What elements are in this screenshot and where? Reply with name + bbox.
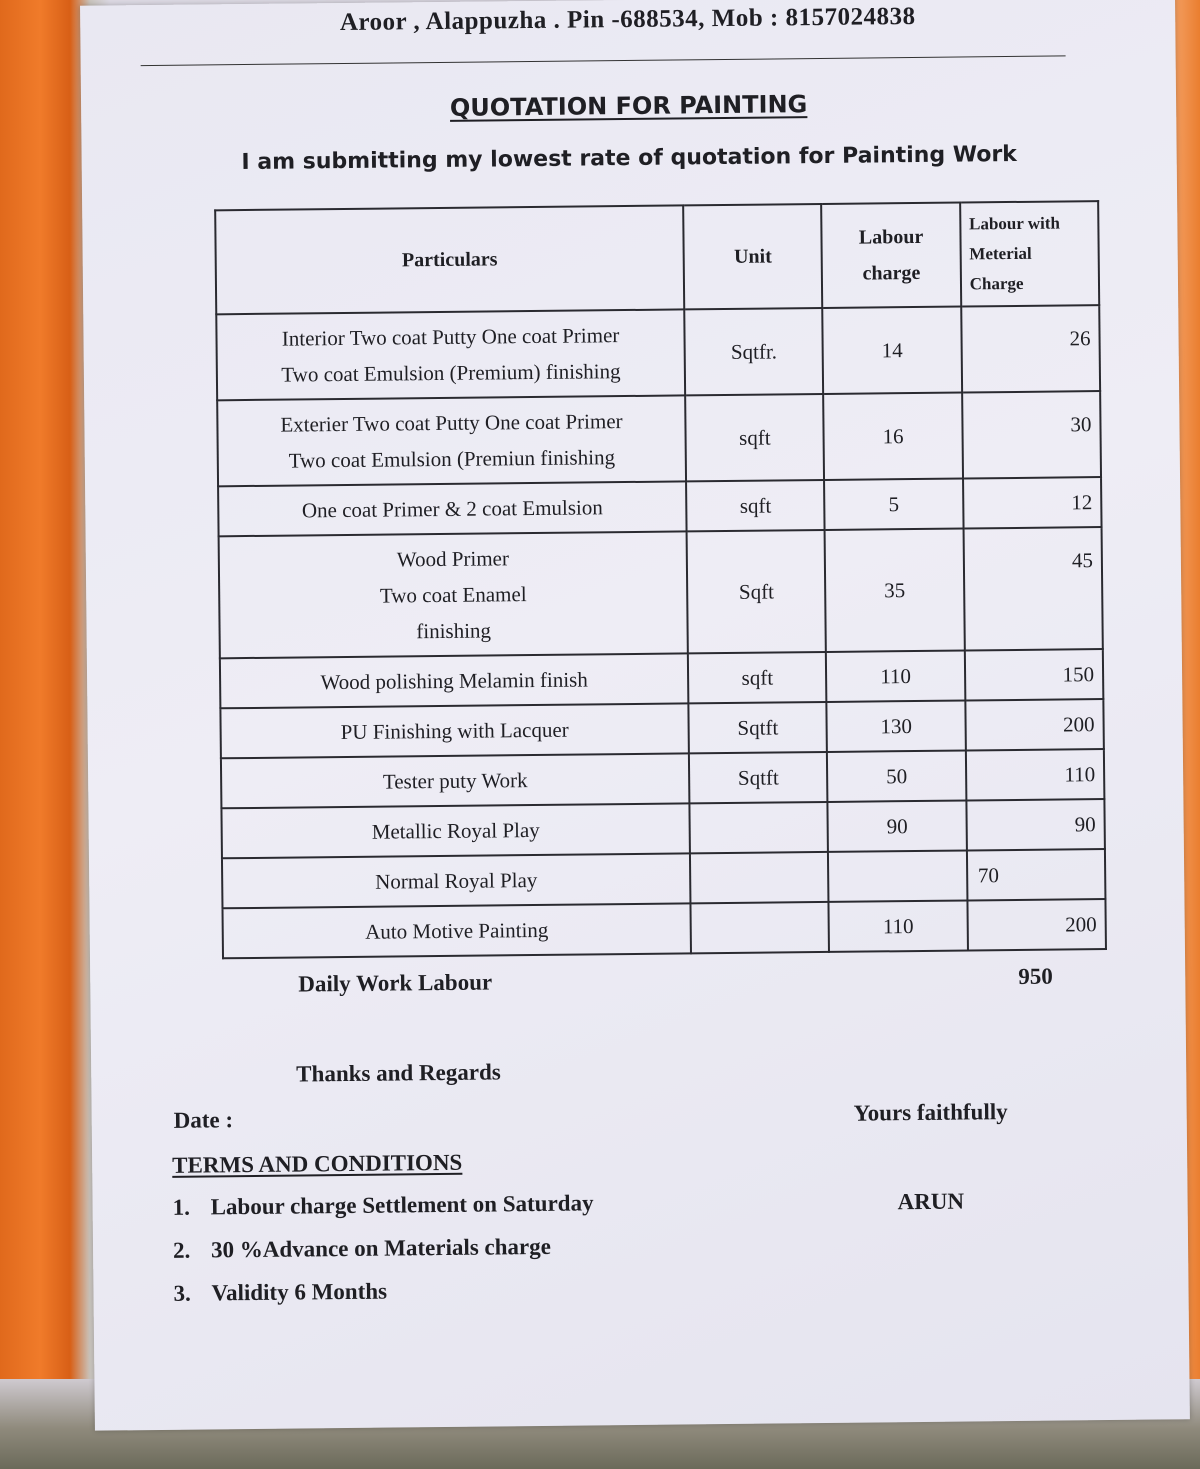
cell-material-charge: 90 bbox=[966, 799, 1105, 850]
cell-unit: Sqtft bbox=[688, 702, 827, 753]
table-row bbox=[218, 477, 1101, 536]
cell-labour-charge: 16 bbox=[824, 393, 963, 480]
table-row bbox=[220, 649, 1103, 708]
cell-particulars bbox=[216, 309, 685, 400]
cell-particulars bbox=[220, 703, 689, 758]
signer-name: ARUN bbox=[897, 1188, 965, 1215]
particulars-line: Tester puty Work bbox=[382, 768, 528, 794]
header-labour-line2: charge bbox=[862, 261, 921, 285]
cell-particulars bbox=[221, 803, 690, 858]
header-labour-charge bbox=[822, 203, 961, 308]
list-item bbox=[173, 1276, 594, 1323]
cell-unit: sqft bbox=[688, 652, 827, 703]
cell-labour-charge: 110 bbox=[826, 651, 965, 702]
table-row bbox=[222, 849, 1105, 908]
cell-particulars bbox=[218, 481, 687, 536]
header-material-line3: Charge bbox=[969, 273, 1024, 294]
cell-particulars bbox=[222, 903, 691, 958]
terms-title: TERMS AND CONDITIONS bbox=[172, 1149, 463, 1178]
cell-unit: sqft bbox=[685, 394, 824, 481]
table-body bbox=[216, 305, 1106, 958]
table-row bbox=[221, 799, 1104, 858]
particulars-line: Two coat Emulsion (Premiun finishing bbox=[288, 445, 616, 473]
cell-material-charge: 70 bbox=[967, 849, 1106, 900]
cell-material-charge: 30 bbox=[962, 391, 1101, 478]
cell-material-charge: 45 bbox=[963, 527, 1103, 650]
particulars-line: Wood Primer bbox=[396, 546, 510, 572]
yours-faithfully: Yours faithfully bbox=[853, 1099, 1008, 1126]
particulars-line: Metallic Royal Play bbox=[371, 817, 540, 844]
term-text: Validity 6 Months bbox=[211, 1278, 388, 1306]
daily-labour-label: Daily Work Labour bbox=[298, 969, 493, 997]
term-number: 1. bbox=[172, 1194, 190, 1220]
particulars-line: Auto Motive Painting bbox=[365, 917, 549, 944]
terms-list bbox=[172, 1190, 594, 1323]
particulars-line: finishing bbox=[416, 618, 492, 644]
particulars-line: PU Finishing with Lacquer bbox=[340, 717, 569, 745]
particulars-line: Two coat Enamel bbox=[379, 582, 527, 608]
particulars-line: Two coat Emulsion (Premium) finishing bbox=[281, 359, 621, 387]
table-header-row bbox=[215, 201, 1099, 314]
table-row bbox=[217, 391, 1101, 486]
list-item bbox=[172, 1190, 593, 1237]
cell-labour-charge: 35 bbox=[825, 529, 965, 652]
quotation-table bbox=[214, 200, 1107, 959]
term-text: Labour charge Settlement on Saturday bbox=[210, 1190, 594, 1220]
cell-unit: Sqft bbox=[687, 530, 827, 653]
cell-unit bbox=[691, 902, 830, 953]
header-divider bbox=[141, 55, 1066, 66]
particulars-line: One coat Primer & 2 coat Emulsion bbox=[301, 495, 603, 523]
cell-material-charge: 26 bbox=[961, 305, 1100, 392]
particulars-line: Interior Two coat Putty One coat Primer bbox=[281, 323, 620, 351]
particulars-line: Wood polishing Melamin finish bbox=[320, 667, 588, 695]
table-row bbox=[219, 527, 1103, 658]
cell-particulars bbox=[222, 853, 691, 908]
cell-material-charge: 110 bbox=[966, 749, 1105, 800]
term-number: 2. bbox=[172, 1237, 191, 1263]
cell-unit bbox=[690, 802, 829, 853]
address-line: Aroor , Alappuzha . Pin -688534, Mob : 8157024838 bbox=[339, 2, 916, 37]
cell-particulars bbox=[219, 531, 688, 658]
list-item bbox=[173, 1233, 594, 1280]
header-material-charge bbox=[960, 201, 1099, 306]
cell-particulars bbox=[221, 753, 690, 808]
header-labour-line1: Labour bbox=[858, 225, 924, 249]
thanks-regards: Thanks and Regards bbox=[296, 1059, 501, 1087]
cell-labour-charge: 5 bbox=[824, 479, 963, 530]
cell-particulars bbox=[220, 653, 689, 708]
cell-unit: Sqtfr. bbox=[684, 308, 823, 395]
daily-labour-value: 950 bbox=[1018, 963, 1053, 989]
table-row bbox=[220, 699, 1103, 758]
term-number: 3. bbox=[173, 1280, 191, 1306]
document-title: QUOTATION FOR PAINTING bbox=[449, 90, 808, 122]
cell-unit: sqft bbox=[686, 480, 825, 531]
header-unit: Unit bbox=[683, 204, 822, 309]
cell-unit: Sqtft bbox=[689, 752, 828, 803]
table-row bbox=[222, 899, 1105, 958]
cell-material-charge: 200 bbox=[967, 899, 1106, 950]
quotation-paper bbox=[80, 0, 1190, 1431]
header-material-line1: Labour with bbox=[968, 213, 1061, 234]
cell-material-charge: 12 bbox=[963, 477, 1102, 528]
date-label: Date : bbox=[173, 1107, 234, 1133]
cell-unit bbox=[690, 852, 829, 903]
cell-labour-charge: 90 bbox=[828, 800, 967, 851]
document-subtitle: I am submitting my lowest rate of quotation for Painting Work bbox=[241, 141, 1018, 176]
table-row bbox=[221, 749, 1104, 808]
cell-labour-charge: 130 bbox=[827, 701, 966, 752]
particulars-line: Exterier Two coat Putty One coat Primer bbox=[280, 409, 623, 437]
term-text: 30 %Advance on Materials charge bbox=[210, 1233, 552, 1263]
header-particulars: Particulars bbox=[215, 205, 684, 314]
header-material-line2: Meterial bbox=[969, 243, 1032, 264]
cell-material-charge: 150 bbox=[965, 649, 1104, 700]
cell-labour-charge bbox=[828, 850, 967, 901]
cell-labour-charge: 14 bbox=[823, 307, 962, 394]
cell-labour-charge: 110 bbox=[829, 900, 968, 951]
particulars-line: Normal Royal Play bbox=[375, 867, 538, 894]
table-row bbox=[216, 305, 1100, 400]
cell-material-charge: 200 bbox=[965, 699, 1104, 750]
cell-particulars bbox=[217, 395, 686, 486]
cell-labour-charge: 50 bbox=[827, 751, 966, 802]
